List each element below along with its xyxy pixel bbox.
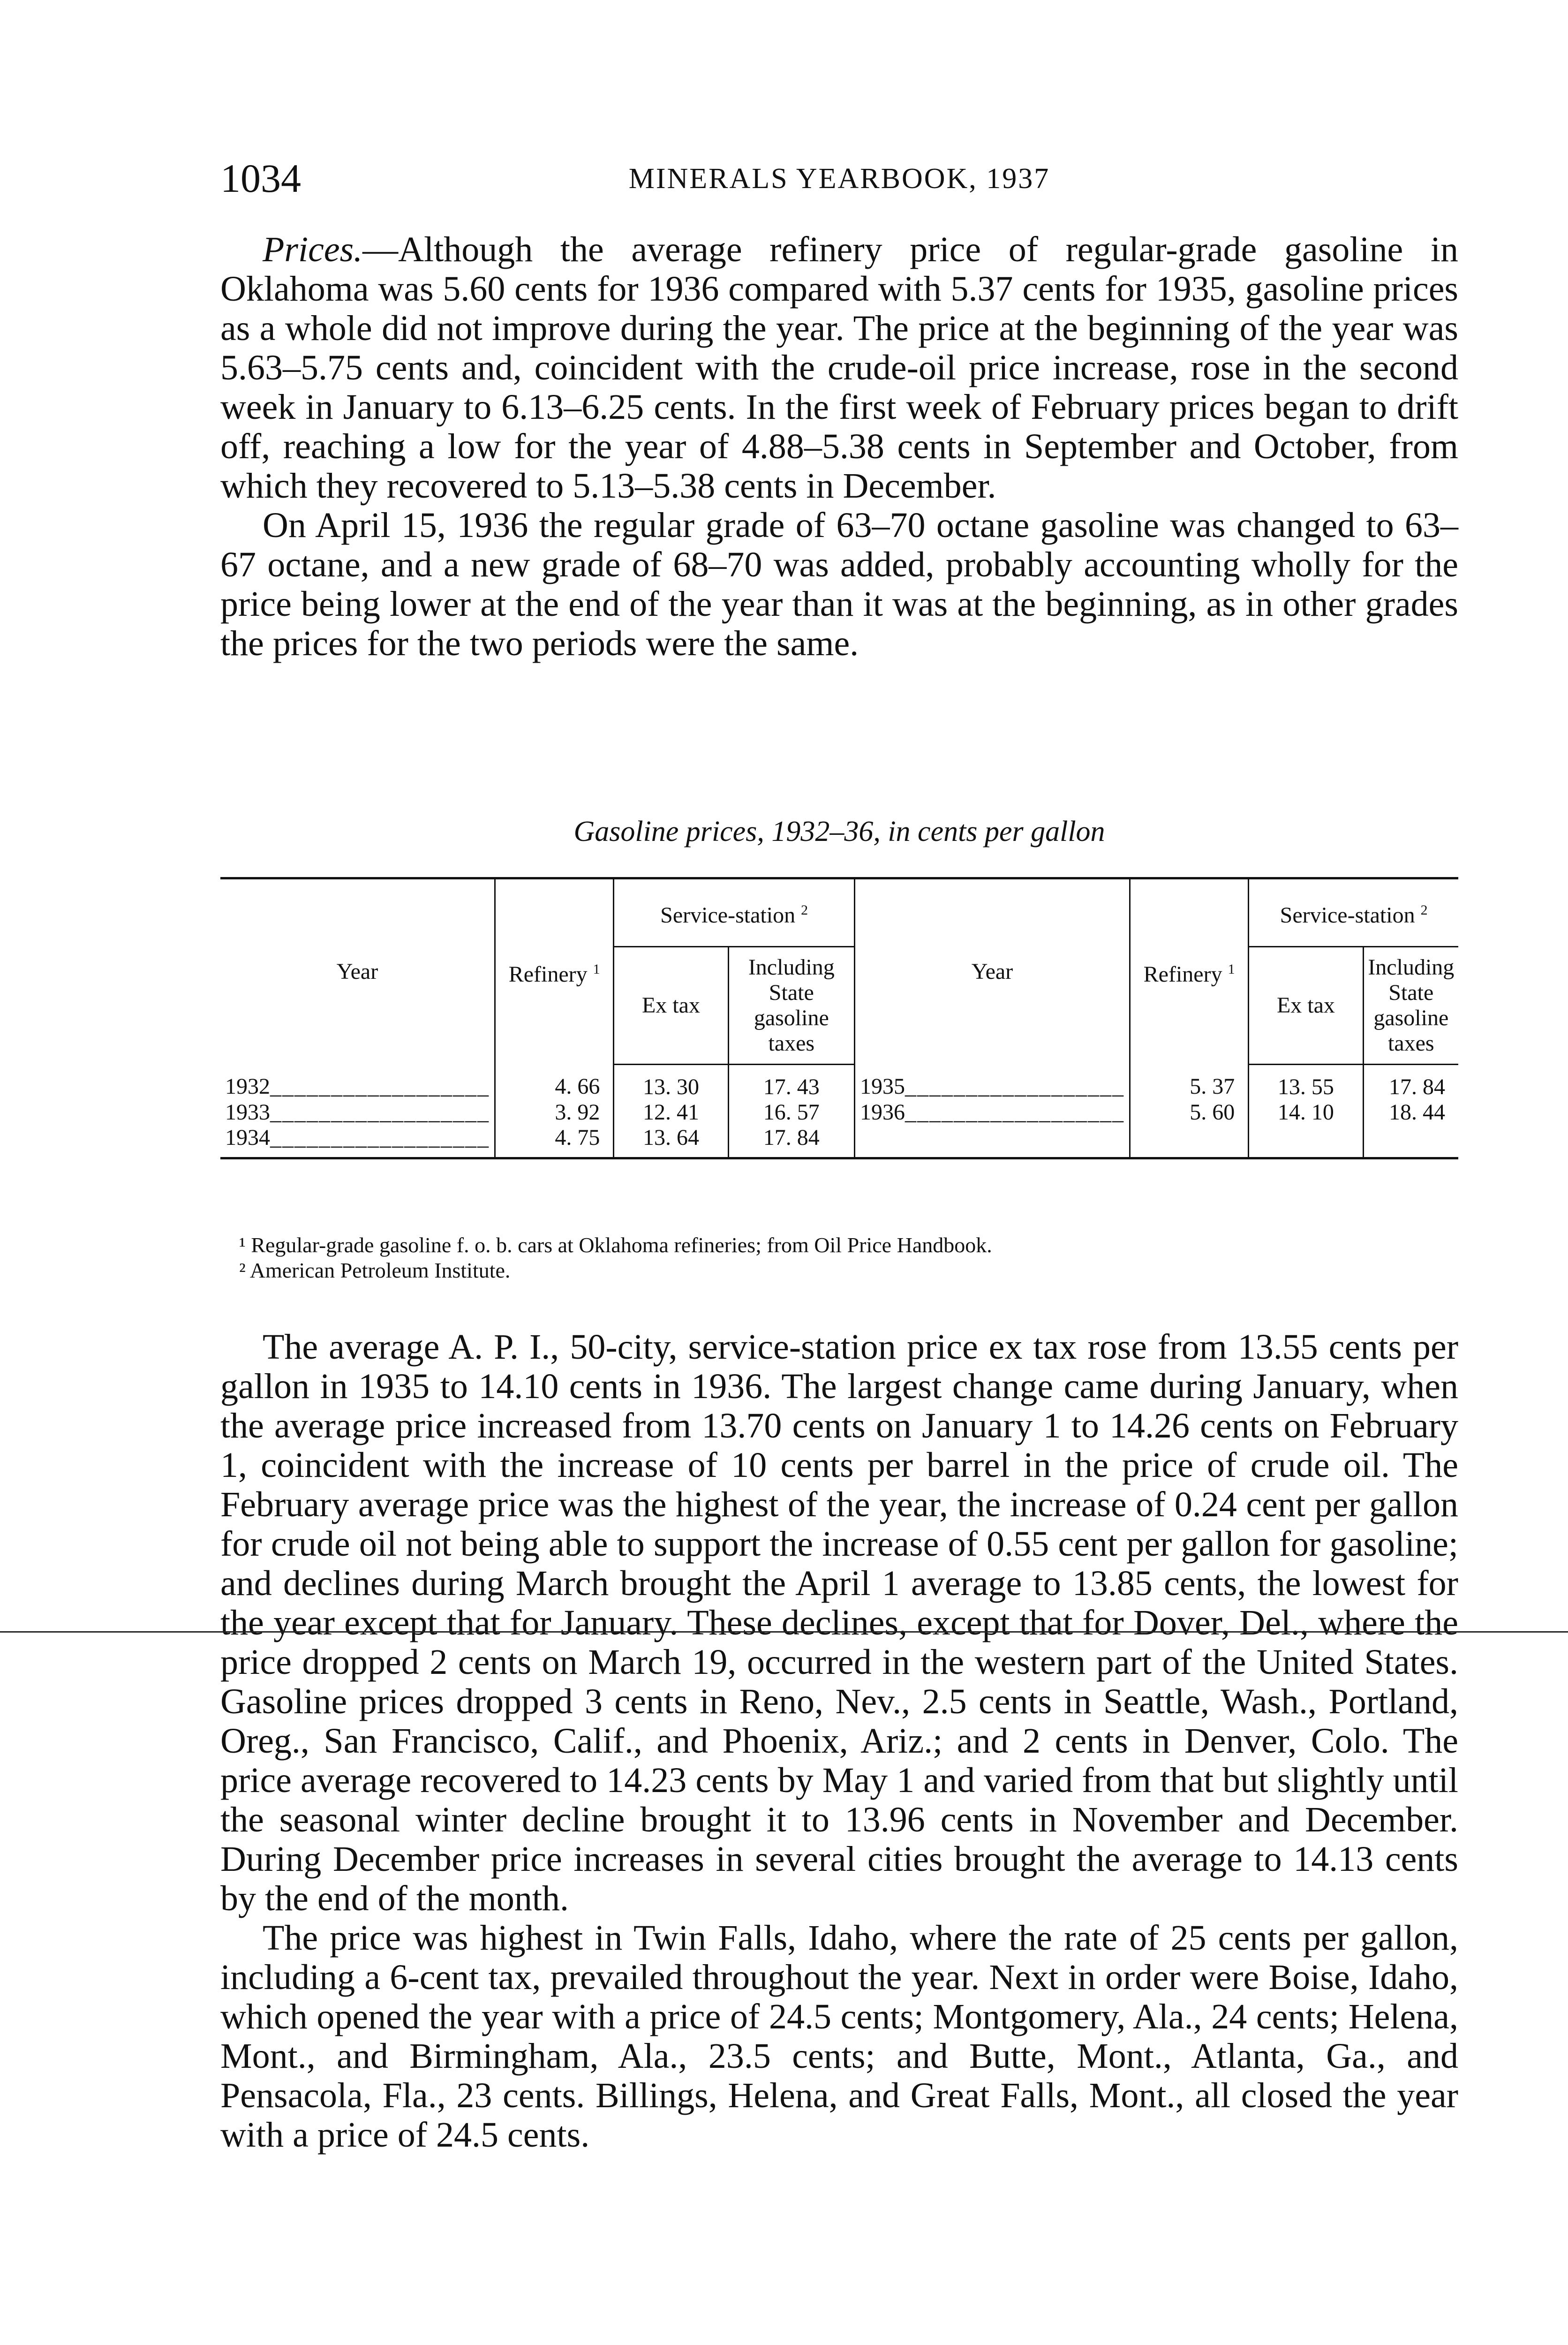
running-head — [220, 155, 1458, 206]
table-row — [220, 1100, 1458, 1125]
year-cell: 1933__________________ — [220, 1100, 495, 1125]
ex-tax-cell: 14. 10 — [1249, 1100, 1363, 1125]
including-cell: 17. 43 — [728, 1065, 854, 1100]
ex-tax-cell: 12. 41 — [614, 1100, 728, 1125]
header-service-station-left: Service-station $^2$ — [614, 878, 855, 947]
header-service-station-right: Service-station $^2$ — [1249, 878, 1458, 947]
empty-cell — [1130, 1125, 1248, 1158]
header-including-left: Including State gasoline taxes — [728, 947, 854, 1065]
api-average-paragraph: The average A. P. I., 50-city, service-station price ex tax rose from 13.55 cents per gallon in 1935 to 14.10 cents in 1936. The largest change came during January, when the average price increased from 13.70 cents on January 1 to 14.26 cents on February 1, coincident with the increase of 10 cents per barrel in the price of crude oil. The February average price was the highest of the year, the increase of 0.24 cent per gallon for crude oil not being able to support the increase of 0.55 cent per gallon for gasoline; and declines during March brought the April 1 average to 13.85 cents, the lowest for the year except that for January. These declines, except that for Dover, Del., where the price dropped 2 cents on March 19, occurred in the western part of the United States. Gasoline prices dropped 3 cents in Reno, Nev., 2.5 cents in Seattle, Wash., Portland, Oreg., San Francisco, Calif., and Phoenix, Ariz.; and 2 cents in Denver, Colo. The price average recovered to 14.23 cents by May 1 and varied from that but slightly until the seasonal winter decline brought it to 13.96 cents in November and December. During December price increases in several cities brought the average to 14.13 cents by the end of the month. — [220, 1327, 1458, 1918]
header-year-left: Year — [220, 878, 495, 1065]
header-including-right: Including State gasoline taxes — [1363, 947, 1458, 1065]
ex-tax-cell: 13. 30 — [614, 1065, 728, 1100]
gasoline-prices-table — [220, 877, 1458, 1159]
prices-lead-text: —Although the average refinery price of regular-grade gasoline in Oklahoma was 5.60 cents for 1936 compared with 5.37 cents for 1935, gasoline prices as a whole did not improve during the year. The price at the beginning of the year was 5.63–5.75 cents and, coincident with the crude-oil price increase, rose in the second week in January to 6.13–6.25 cents. In the first week of February prices began to drift off, reaching a low for the year of 4.88–5.38 cents in September and October, from which they recovered to 5.13–5.38 cents in December. — [220, 230, 1458, 506]
empty-cell — [1249, 1125, 1363, 1158]
year-cell: 1936__________________ — [854, 1100, 1130, 1125]
highest-price-paragraph: The price was highest in Twin Falls, Idaho, where the rate of 25 cents per gallon, including a 6-cent tax, prevailed throughout the year. Next in order were Boise, Idaho, which opened the year with a price of 24.5 cents; Montgomery, Ala., 24 cents; Helena, Mont., and Birmingham, Ala., 23.5 cents; and Butte, Mont., Atlanta, Ga., and Pensacola, Fla., 23 cents. Billings, Helena, and Great Falls, Mont., all closed the year with a price of 24.5 cents. — [220, 1918, 1458, 2155]
year-cell: 1934__________________ — [220, 1125, 495, 1158]
empty-cell — [1363, 1125, 1458, 1158]
scan-rule-line — [0, 1631, 1568, 1633]
ex-tax-cell: 13. 64 — [614, 1125, 728, 1158]
including-cell: 17. 84 — [728, 1125, 854, 1158]
including-cell: 16. 57 — [728, 1100, 854, 1125]
including-cell: 18. 44 — [1389, 1100, 1445, 1125]
refinery-cell: 5. 60 — [1130, 1100, 1248, 1125]
footnote-1: ¹ Regular-grade gasoline f. o. b. cars at Oklahoma refineries; from Oil Price Handbook. — [239, 1233, 992, 1257]
ex-tax-cell: 13. 55 — [1249, 1065, 1363, 1100]
octane-paragraph: On April 15, 1936 the regular grade of 63–70 octane gasoline was changed to 63–67 octane, and a new grade of 68–70 was added, probably accounting wholly for the price being lower at the end of the year than it was at the beginning, as in other grades the prices for the two periods were the same. — [220, 506, 1458, 663]
refinery-cell: 4. 75 — [495, 1125, 614, 1158]
header-ex-tax-left: Ex tax — [614, 947, 728, 1065]
empty-cell — [854, 1125, 1130, 1158]
table-row — [220, 1065, 1458, 1100]
year-cell: 1932__________________ — [220, 1065, 495, 1100]
table-footnotes — [220, 1233, 1477, 1283]
prices-paragraph — [220, 230, 1458, 506]
refinery-cell: 4. 66 — [495, 1065, 614, 1100]
refinery-cell: 5. 37 — [1130, 1065, 1248, 1100]
table-row — [220, 1125, 1458, 1158]
running-title: MINERALS YEARBOOK, 1937 — [628, 163, 1050, 195]
prices-lead-label: Prices. — [263, 230, 363, 269]
header-ex-tax-right: Ex tax — [1249, 947, 1363, 1065]
header-year-right: Year — [854, 878, 1130, 1065]
service-station-section — [220, 1327, 1458, 2155]
table-title: Gasoline prices, 1932–36, in cents per gallon — [573, 816, 1105, 847]
header-refinery-left: Refinery $^1$ — [495, 878, 614, 1065]
refinery-cell: 3. 92 — [495, 1100, 614, 1125]
year-cell: 1935__________________ — [854, 1065, 1130, 1100]
including-cell: 17. 84 — [1389, 1074, 1445, 1099]
footnote-2: ² American Petroleum Institute. — [239, 1258, 511, 1282]
page-number: 1034 — [220, 156, 301, 201]
header-refinery-right: Refinery $^1$ — [1130, 878, 1248, 1065]
prices-section — [220, 230, 1458, 663]
